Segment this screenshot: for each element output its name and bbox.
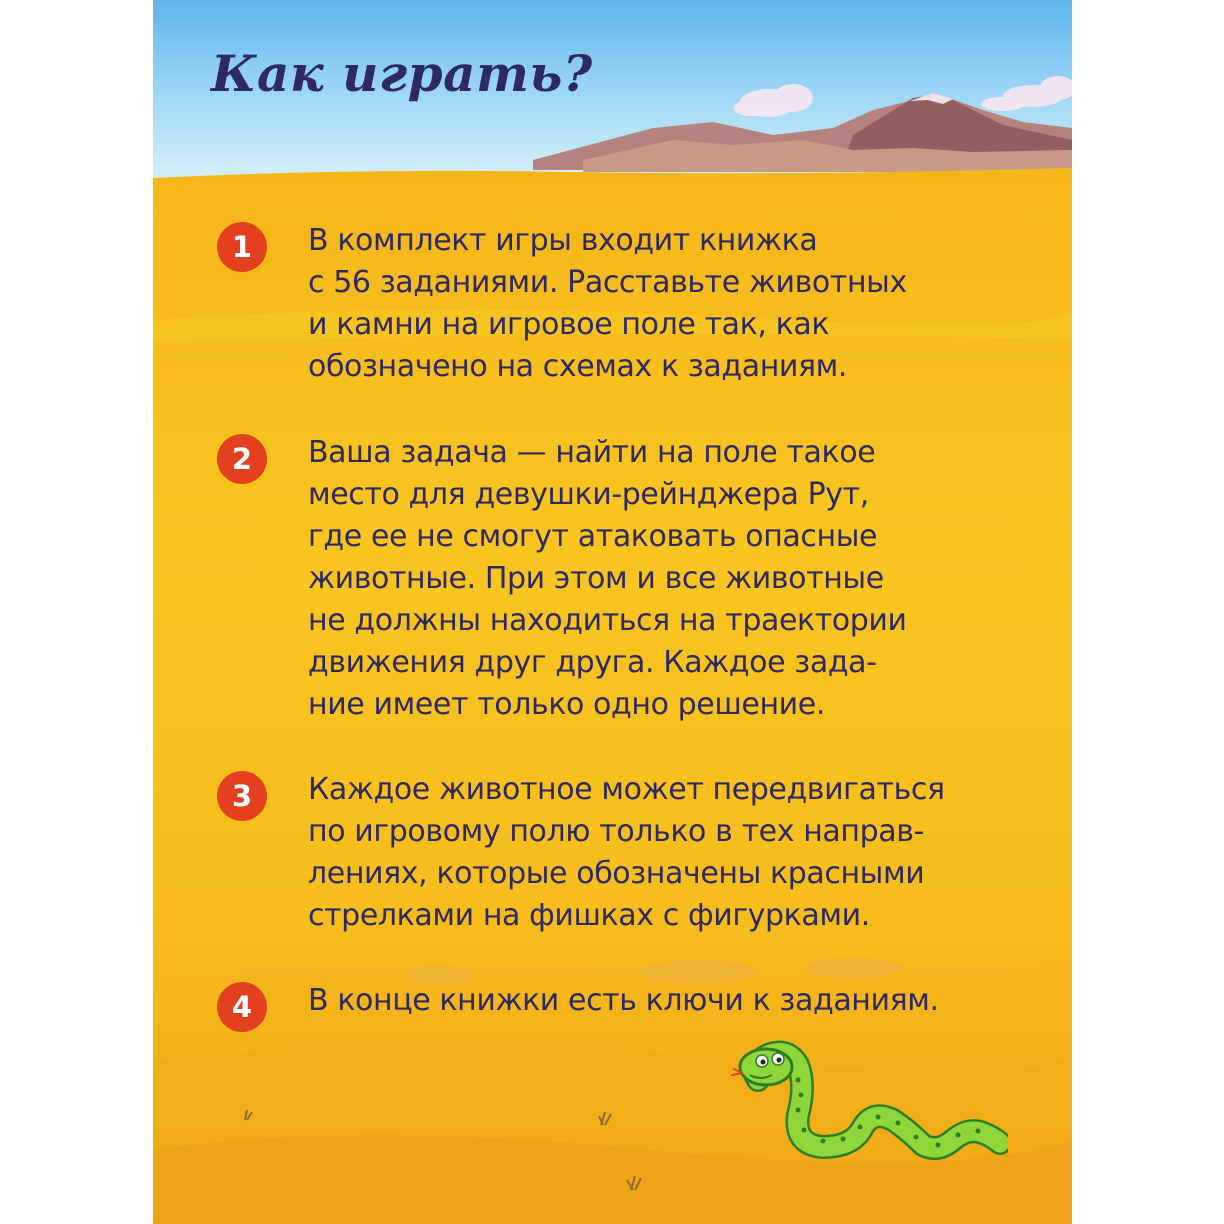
step-text [308, 432, 988, 726]
step-text-line: обозначено на схемах к заданиям. [308, 349, 848, 384]
step-text-line: стрелками на фишках с фигурками. [308, 898, 870, 933]
step-text-line: Каждое животное может передвигаться [308, 772, 945, 807]
step-text [308, 980, 988, 1022]
step-text-line: В конце книжки есть ключи к заданиям. [308, 983, 939, 1018]
step-text-line: где ее не смогут атаковать опасные [308, 519, 878, 554]
step-text-line: животные. При этом и все животные [308, 561, 884, 596]
step-text-line: лениях, которые обозначены красными [308, 856, 925, 891]
step-number-badge: 2 [217, 434, 267, 484]
step-text-line: по игровому полю только в тех направ- [308, 814, 924, 849]
step-text-line: и камни на игровое поле так, как [308, 307, 830, 342]
page-title: Как играть? [211, 44, 593, 103]
step-text [308, 769, 988, 937]
snake-icon [728, 1035, 1008, 1165]
step-number-badge: 3 [217, 771, 267, 821]
step-text-line: с 56 заданиями. Расставьте животных [308, 265, 907, 300]
step-text-line: Ваша задача — найти на поле такое [308, 435, 876, 470]
step-text-line: ние имеет только одно решение. [308, 687, 825, 722]
step-text-line: место для девушки-рейнджера Рут, [308, 477, 869, 512]
step-text-line: В комплект игры входит книжка [308, 223, 818, 258]
step-text-line: не должны находиться на траектории [308, 603, 907, 638]
step-number-badge: 4 [217, 982, 267, 1032]
instructions-poster [153, 0, 1072, 1224]
step-text-line: движения друг друга. Каждое зада- [308, 645, 877, 680]
step-number-badge: 1 [217, 222, 267, 272]
step-text [308, 220, 988, 388]
